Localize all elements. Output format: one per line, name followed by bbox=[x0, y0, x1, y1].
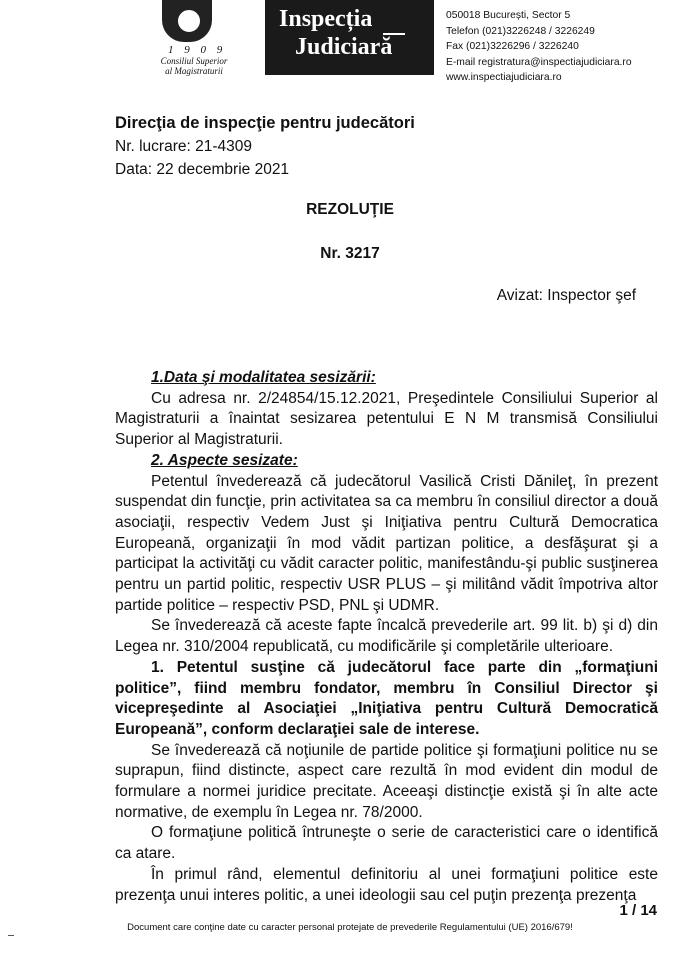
coat-of-arms-icon bbox=[162, 0, 212, 42]
logo-line1: Inspecția bbox=[279, 6, 373, 32]
document-header bbox=[115, 112, 415, 181]
paragraph4: O formaţiune politică întruneşte o serie de caracteristici care o identifică ca atare. bbox=[115, 824, 658, 863]
page-number: 1 / 14 bbox=[619, 902, 657, 919]
point1-paragraph: 1. Petentul susţine că judecătorul face parte din „formaţiuni politice”, fiind membru fondator, membru în Consiliul Director şi vicepreşedinte al Asociaţiei „Iniţiativa pentru Cultură Democratică Europeană”, conform declaraţiei sale de interese. bbox=[115, 658, 658, 738]
contact-fax: Fax (021)3226296 / 3226240 bbox=[446, 41, 579, 52]
crest-caption-line2: al Magistraturii bbox=[165, 66, 223, 76]
contact-phone: Telefon (021)3226248 / 3226249 bbox=[446, 25, 595, 37]
section1-paragraph: Cu adresa nr. 2/24854/15.12.2021, Preşedintele Consiliului Superior al Magistraturii a înaintat sesizarea petentului E N M transmisă Consiliului Superior al Magistraturii. bbox=[115, 389, 658, 449]
margin-mark bbox=[8, 935, 14, 936]
section2-paragraph2: Se învederează că aceste fapte încalcă prevederile art. 99 lit. b) şi d) din Legea nr. 310/2004 republicată, cu modificările şi completările ulterioare. bbox=[115, 617, 658, 656]
section1-heading: 1.Data şi modalitatea sesizării: bbox=[151, 369, 376, 386]
document-date: Data: 22 decembrie 2021 bbox=[115, 161, 290, 178]
crest-year: 1 9 0 9 bbox=[168, 44, 227, 56]
section2-heading: 2. Aspecte sesizate: bbox=[151, 451, 298, 469]
section2-paragraph1: Petentul învederează că judecătorul Vasilică Cristi Dănileţ, în prezent suspendat din funcţie, prin activitatea sa ca membru în consiliul director a două asociaţii, respectiv Vedem Just şi Iniţiativa pentru Cultură Democratica Europeană, organizaţii în mod vădit partizan politice, a desfăşurat şi a participat la activităţi cu vădit caracter politic, manifestându-şi public susţinerea pentru un partid politic, respectiv USR PLUS – şi militând vădit împotriva altor partide politice – respectiv PSD, PNL şi UDMR. bbox=[115, 472, 658, 614]
approval-note: Avizat: Inspector şef bbox=[496, 287, 636, 304]
gdpr-notice: Document care conţine date cu caracter personal protejate de prevederile Regulamentului (UE) 2016/679! bbox=[127, 922, 573, 933]
paragraph3: Se învederează că noţiunile de partide politice şi formaţiuni politice nu se suprapun, fiind distincte, aspect care rezultă în mod evident din modul de formulare a normei juridice precitate. Aceeaşi distincţie există şi în alte acte normative, de exemplu în Legea nr. 78/2000. bbox=[115, 741, 658, 821]
contact-email: E-mail registratura@inspectiajudiciara.ro bbox=[446, 56, 632, 68]
document-number: Nr. 3217 bbox=[320, 245, 380, 262]
directorate: Direcţia de inspecţie pentru judecători bbox=[115, 114, 415, 132]
crest-caption-line1: Consiliul Superior bbox=[160, 56, 228, 66]
case-number: Nr. lucrare: 21-4309 bbox=[115, 138, 252, 155]
crest-caption bbox=[146, 56, 242, 76]
inspectia-judiciara-logo bbox=[265, 0, 434, 75]
document-body bbox=[115, 368, 658, 906]
contact-cropped-line bbox=[446, 0, 696, 8]
contact-website: www.inspectiajudiciara.ro bbox=[446, 72, 562, 83]
contact-address: 050018 București, Sector 5 bbox=[446, 10, 571, 21]
paragraph5: În primul rând, elementul definitoriu al unei formaţiuni politice este prezenţa unui interes politic, a unei ideologii sau cel puţin prezenţa prezenţa bbox=[115, 865, 658, 904]
contact-block bbox=[446, 0, 696, 86]
logo-line2: Judiciară bbox=[295, 34, 393, 60]
document-title: REZOLUŢIE bbox=[306, 201, 394, 218]
csm-crest bbox=[150, 0, 230, 82]
